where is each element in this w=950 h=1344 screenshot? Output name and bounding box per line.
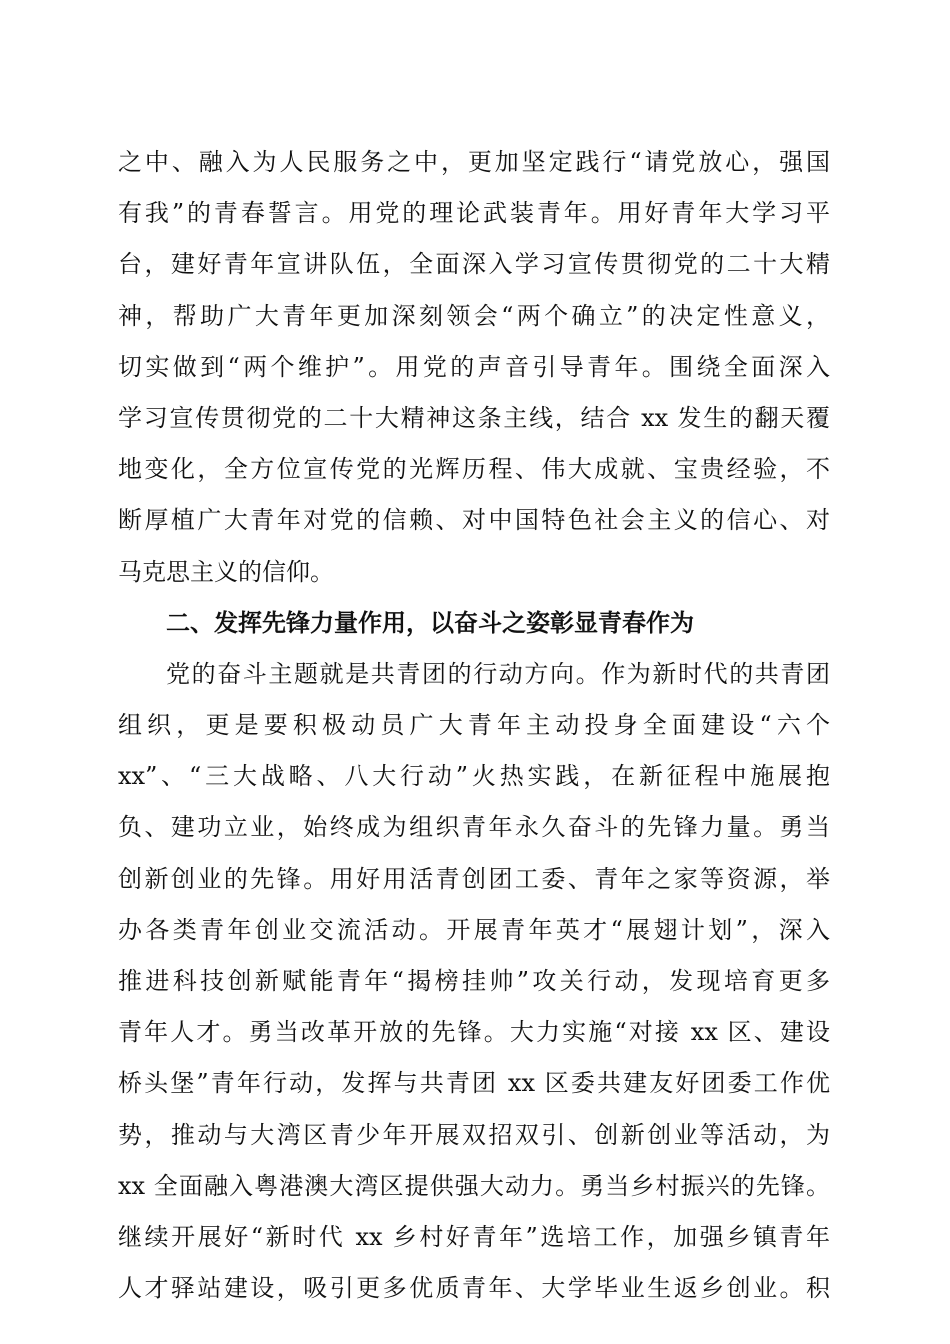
body-text-line: 青年人才。勇当改革开放的先锋。大力实施“对接 xx 区、建设 [118,1018,830,1047]
body-text-line: 组织，更是要积极动员广大青年主动投身全面建设“六个 [118,711,830,740]
body-text-line: 办各类青年创业交流活动。开展青年英才“展翅计划”，深入 [118,915,830,944]
body-text-line: 地变化，全方位宣传党的光辉历程、伟大成就、宝贵经验，不 [118,455,830,484]
body-text-line: 继续开展好“新时代 xx 乡村好青年”选培工作，加强乡镇青年 [118,1222,830,1251]
body-text-line: xx 全面融入粤港澳大湾区提供强大动力。勇当乡村振兴的先锋。 [118,1171,830,1200]
body-text-line: 创新创业的先锋。用好用活青创团工委、青年之家等资源，举 [118,864,830,893]
body-text-line: 推进科技创新赋能青年“揭榜挂帅”攻关行动，发现培育更多 [118,967,830,995]
body-text-line: 势，推动与大湾区青少年开展双招双引、创新创业等活动，为 [118,1120,830,1149]
body-text-line: 桥头堡”青年行动，发挥与共青团 xx 区委共建友好团委工作优 [118,1069,830,1098]
body-text-line: 马克思主义的信仰。 [118,557,334,586]
body-text-line: 人才驿站建设，吸引更多优质青年、大学毕业生返乡创业。积 [118,1274,830,1303]
body-text-line: 台，建好青年宣讲队伍，全面深入学习宣传贯彻党的二十大精 [118,250,830,279]
body-text-line: 负、建功立业，始终成为组织青年永久奋斗的先锋力量。勇当 [118,813,830,842]
document-body [118,137,830,1314]
body-text-line: xx”、“三大战略、八大行动”火热实践，在新征程中施展抱 [118,762,830,791]
body-text-line: 切实做到“两个维护”。用党的声音引导青年。围绕全面深入 [118,352,830,381]
body-text-line: 之中、融入为人民服务之中，更加坚定践行“请党放心，强国 [118,148,830,176]
body-text-line: 党的奋斗主题就是共青团的行动方向。作为新时代的共青团 [166,659,830,688]
section-heading: 二、发挥先锋力量作用，以奋斗之姿彰显青春作为 [166,608,694,637]
body-text-line: 断厚植广大青年对党的信赖、对中国特色社会主义的信心、对 [118,506,830,535]
body-text-line: 有我”的青春誓言。用党的理论武装青年。用好青年大学习平 [118,199,830,228]
body-text-line: 学习宣传贯彻党的二十大精神这条主线，结合 xx 发生的翻天覆 [118,403,830,432]
body-text-line: 神，帮助广大青年更加深刻领会“两个确立”的决定性意义， [118,301,830,330]
